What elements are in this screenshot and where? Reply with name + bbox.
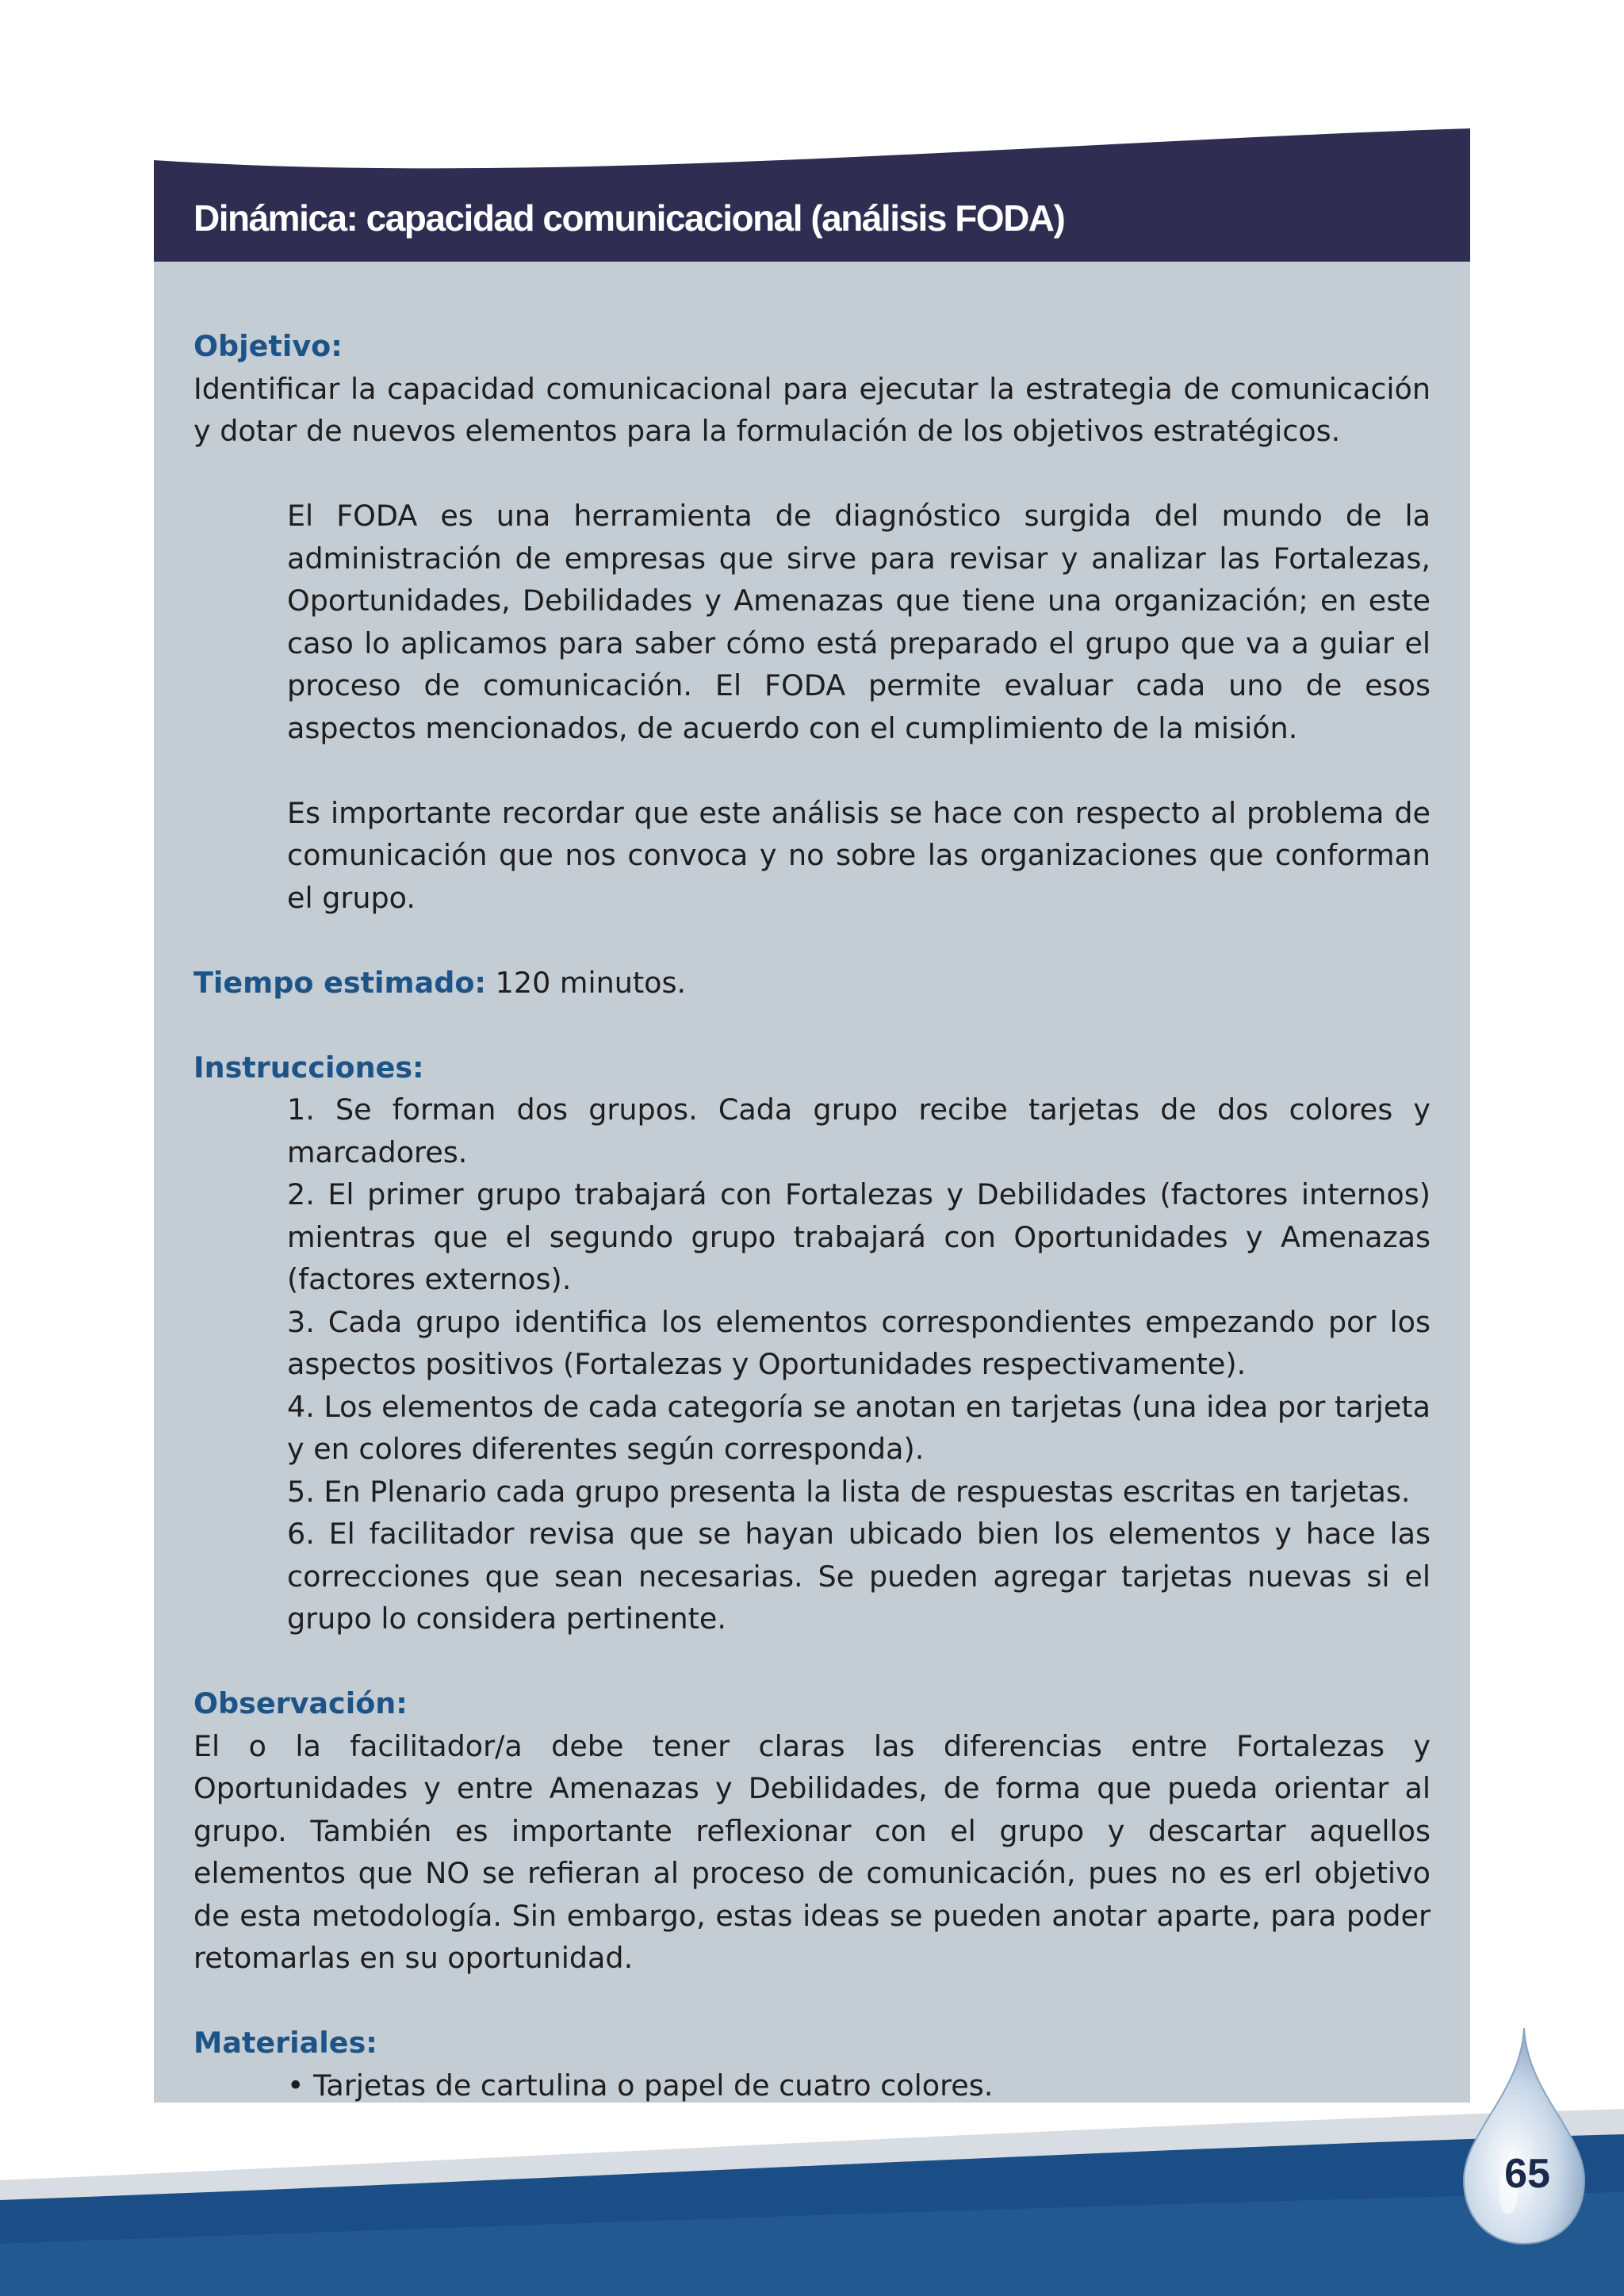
footer-wave (0, 2061, 1624, 2296)
instruction-item: 4. Los elementos de cada categoría se anotan en tarjetas (una idea por tarjeta y en colores diferentes según corresponda). (287, 1389, 1431, 1466)
instruction-item: 1. Se forman dos grupos. Cada grupo recibe tarjetas de dos colores y marcadores. (287, 1093, 1431, 1169)
instructions-label: Instrucciones: (193, 1050, 424, 1085)
objective-label: Objetivo: (193, 329, 343, 363)
activity-content (193, 325, 1431, 2107)
observation-label: Observación: (193, 1686, 408, 1720)
header-band (0, 0, 1624, 285)
page-title: Dinámica: capacidad comunicacional (análisis FODA) (193, 197, 1065, 239)
objective-text: Identificar la capacidad comunicacional para ejecutar la estrategia de comunicación y dotar de nuevos elementos para la formulación de los objetivos estratégicos. (193, 371, 1431, 448)
instruction-item: 2. El primer grupo trabajará con Fortalezas y Debilidades (factores internos) mientras que el segundo grupo trabajará con Oportunidades y Amenazas (factores externos). (287, 1177, 1431, 1296)
water-drop-icon (1459, 2022, 1602, 2260)
material-item: • Tarjetas de cartulina o papel de cuatro colores. (287, 2068, 994, 2103)
foda-paragraph: El FODA es una herramienta de diagnóstico surgida del mundo de la administración de empresas que sirve para revisar y analizar las Fortalezas, Oportunidades, Debilidades y Amenazas que tiene una organización; en este caso lo aplicamos para saber cómo está preparado el grupo que va a guiar el proceso de comunicación. El FODA permite evaluar cada uno de esos aspectos mencionados, de acuerdo con el cumplimiento de la misión. (287, 499, 1431, 745)
time-label: Tiempo estimado: (193, 965, 487, 1000)
instruction-item: 5. En Plenario cada grupo presenta la lista de respuestas escritas en tarjetas. (287, 1474, 1411, 1509)
foda-paragraph: Es importante recordar que este análisis se hace con respecto al problema de comunicación que nos convoca y no sobre las organizaciones que conforman el grupo. (287, 795, 1431, 915)
instruction-item: 3. Cada grupo identifica los elementos correspondientes empezando por los aspectos positivos (Fortalezas y Oportunidades respectivamente). (287, 1304, 1431, 1381)
materials-label: Materiales: (193, 2026, 377, 2060)
time-estimate (193, 962, 1431, 1004)
page-number: 65 (1504, 2151, 1550, 2197)
instruction-item: 6. El facilitador revisa que se hayan ubicado bien los elementos y hace las correcciones que sean necesarias. Se pueden agregar tarjetas nuevas si el grupo lo considera pertinente. (287, 1517, 1431, 1636)
time-value: 120 minutos. (495, 965, 687, 1000)
observation-text: El o la facilitador/a debe tener claras las diferencias entre Fortalezas y Oportunidades y entre Amenazas y Debilidades, de forma que pueda orientar al grupo. También es importante reflexionar con el grupo y descartar aquellos elementos que NO se refieran al proceso de comunicación, pues no es erl objetivo de esta metodología. Sin embargo, estas ideas se pueden anotar aparte, para poder retomarlas en su oportunidad. (193, 1728, 1431, 1975)
